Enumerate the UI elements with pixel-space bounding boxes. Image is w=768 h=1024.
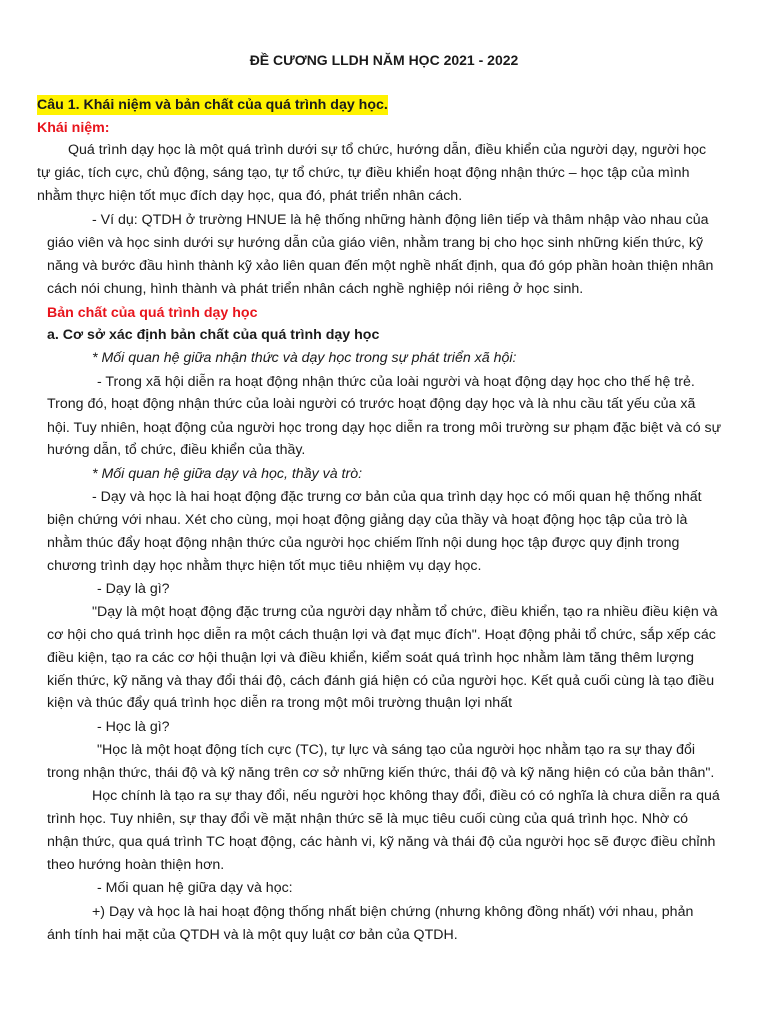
document-line: ánh tính hai mặt của QTDH và là một quy luật cơ bản của QTDH. — [47, 927, 458, 943]
document-line: chương trình dạy học nhằm thực hiện tốt mục tiêu nhiệm vụ dạy học. — [47, 558, 482, 574]
document-line: hướng dẫn, tổ chức, điều khiển của thầy. — [47, 442, 306, 458]
document-line: kiện và thúc đẩy quá trình học diễn ra trong một môi trường thuận lợi nhất — [47, 695, 513, 711]
document-line: biện chứng với nhau. Xét cho cùng, mọi hoạt động giảng dạy của thầy và hoạt động học tập của trò là — [47, 512, 688, 528]
document-line: điều kiện, tạo ra các cơ hội thuận lợi và điều khiển, kiểm soát quá trình học nhằm làm tăng thêm lượng — [47, 650, 695, 666]
document-line: giáo viên và học sinh dưới sự hướng dẫn của giáo viên, nhằm trang bị cho học sinh những kiến thức, kỹ — [47, 235, 704, 251]
document-line: cách nói chung, hình thành và phát triển nhân cách nghề nghiệp nói riêng ở học sinh. — [47, 281, 584, 297]
document-line: - Dạy là gì? — [97, 581, 170, 597]
document-line: - Ví dụ: QTDH ở trường HNUE là hệ thống những hành động liên tiếp và thâm nhập vào nhau của — [92, 212, 709, 228]
document-line: - Học là gì? — [97, 719, 170, 735]
document-line: hội. Tuy nhiên, hoạt động của người học trong dạy học diễn ra trong môi trường sư phạm đặc biệt và có sự — [47, 420, 722, 436]
document-line: Học chính là tạo ra sự thay đổi, nếu người học không thay đổi, điều có có nghĩa là chưa diễn ra quá — [92, 788, 720, 804]
document-line: "Dạy là một hoạt động đặc trưng của người dạy nhằm tổ chức, điều khiển, tạo ra nhiều điều kiện và — [92, 604, 718, 620]
document-line: kiến thức, kỹ năng và thay đổi thái độ, cách đánh giá hiện có của người học. Kết quả cuối cùng là tạo điều — [47, 673, 715, 689]
document-line: "Học là một hoạt động tích cực (TC), tự lực và sáng tạo của người học nhằm tạo ra sự thay đổi — [97, 742, 696, 758]
document-line: nhằm thực hiện tốt mục đích dạy học, qua đó, phát triển nhân cách. — [37, 188, 463, 204]
document-line: trình học. Tuy nhiên, sự thay đổi về mặt nhận thức sẽ là mục tiêu cuối cùng của quá trình học. Nhờ có — [47, 811, 689, 827]
document-line: - Dạy và học là hai hoạt động đặc trưng cơ bản của qua trình dạy học có mối quan hệ thống nhất — [92, 489, 702, 505]
document-line: * Mối quan hệ giữa dạy và học, thầy và trò: — [92, 466, 363, 482]
document-line: +) Dạy và học là hai hoạt động thống nhất biện chứng (nhưng không đồng nhất) với nhau, phản — [92, 904, 694, 920]
document-line: nhằm thúc đẩy hoạt động nhận thức của người học chiếm lĩnh nội dung học tập được quy định trong — [47, 535, 680, 551]
document-line: * Mối quan hệ giữa nhận thức và dạy học trong sự phát triển xã hội: — [92, 350, 517, 366]
document-line: cơ hội cho quá trình học diễn ra một cách thuận lợi và đạt mục đích". Hoạt động phải tổ chức, sắp xếp các — [47, 627, 716, 643]
document-line: Quá trình dạy học là một quá trình dưới sự tổ chức, hướng dẫn, điều khiển của người dạy, người học — [68, 142, 707, 158]
document-line: - Trong xã hội diễn ra hoạt động nhận thức của loài người và hoạt động dạy học cho thế hệ trẻ. — [97, 374, 695, 390]
document-line: trong nhận thức, thái độ và kỹ năng trên cơ sở những kiến thức, thái độ và kỹ năng hiện có của bản thân". — [47, 765, 715, 781]
document-line: - Mối quan hệ giữa dạy và học: — [97, 880, 293, 896]
document-line: nhận thức, qua quá trình TC hoạt động, các hành vi, kỹ năng và thái độ của người học sẽ được điều chỉnh — [47, 834, 716, 850]
document-line: theo hướng hoàn thiện hơn. — [47, 857, 225, 873]
document-line: tự giác, tích cực, chủ động, sáng tạo, tự tổ chức, tự điều khiển hoạt động nhận thức – học tập của mình — [37, 165, 690, 181]
document-title: ĐỀ CƯƠNG LLDH NĂM HỌC 2021 - 2022 — [249, 52, 519, 68]
document-line: Bản chất của quá trình dạy học — [47, 305, 258, 321]
document-line: Khái niệm: — [37, 120, 110, 136]
document-line: a. Cơ sở xác định bản chất của quá trình dạy học — [47, 327, 380, 343]
document-line: Trong đó, hoạt động nhận thức của loài người có trước hoạt động dạy học và là nhu cầu tất yếu của xã — [47, 396, 696, 412]
document-line: năng và bước đầu hình thành kỹ xảo liên quan đến một nghề nhất định, qua đó góp phần hoàn thiện nhân — [47, 258, 714, 274]
document-line: Câu 1. Khái niệm và bản chất của quá trình dạy học. — [37, 97, 388, 113]
